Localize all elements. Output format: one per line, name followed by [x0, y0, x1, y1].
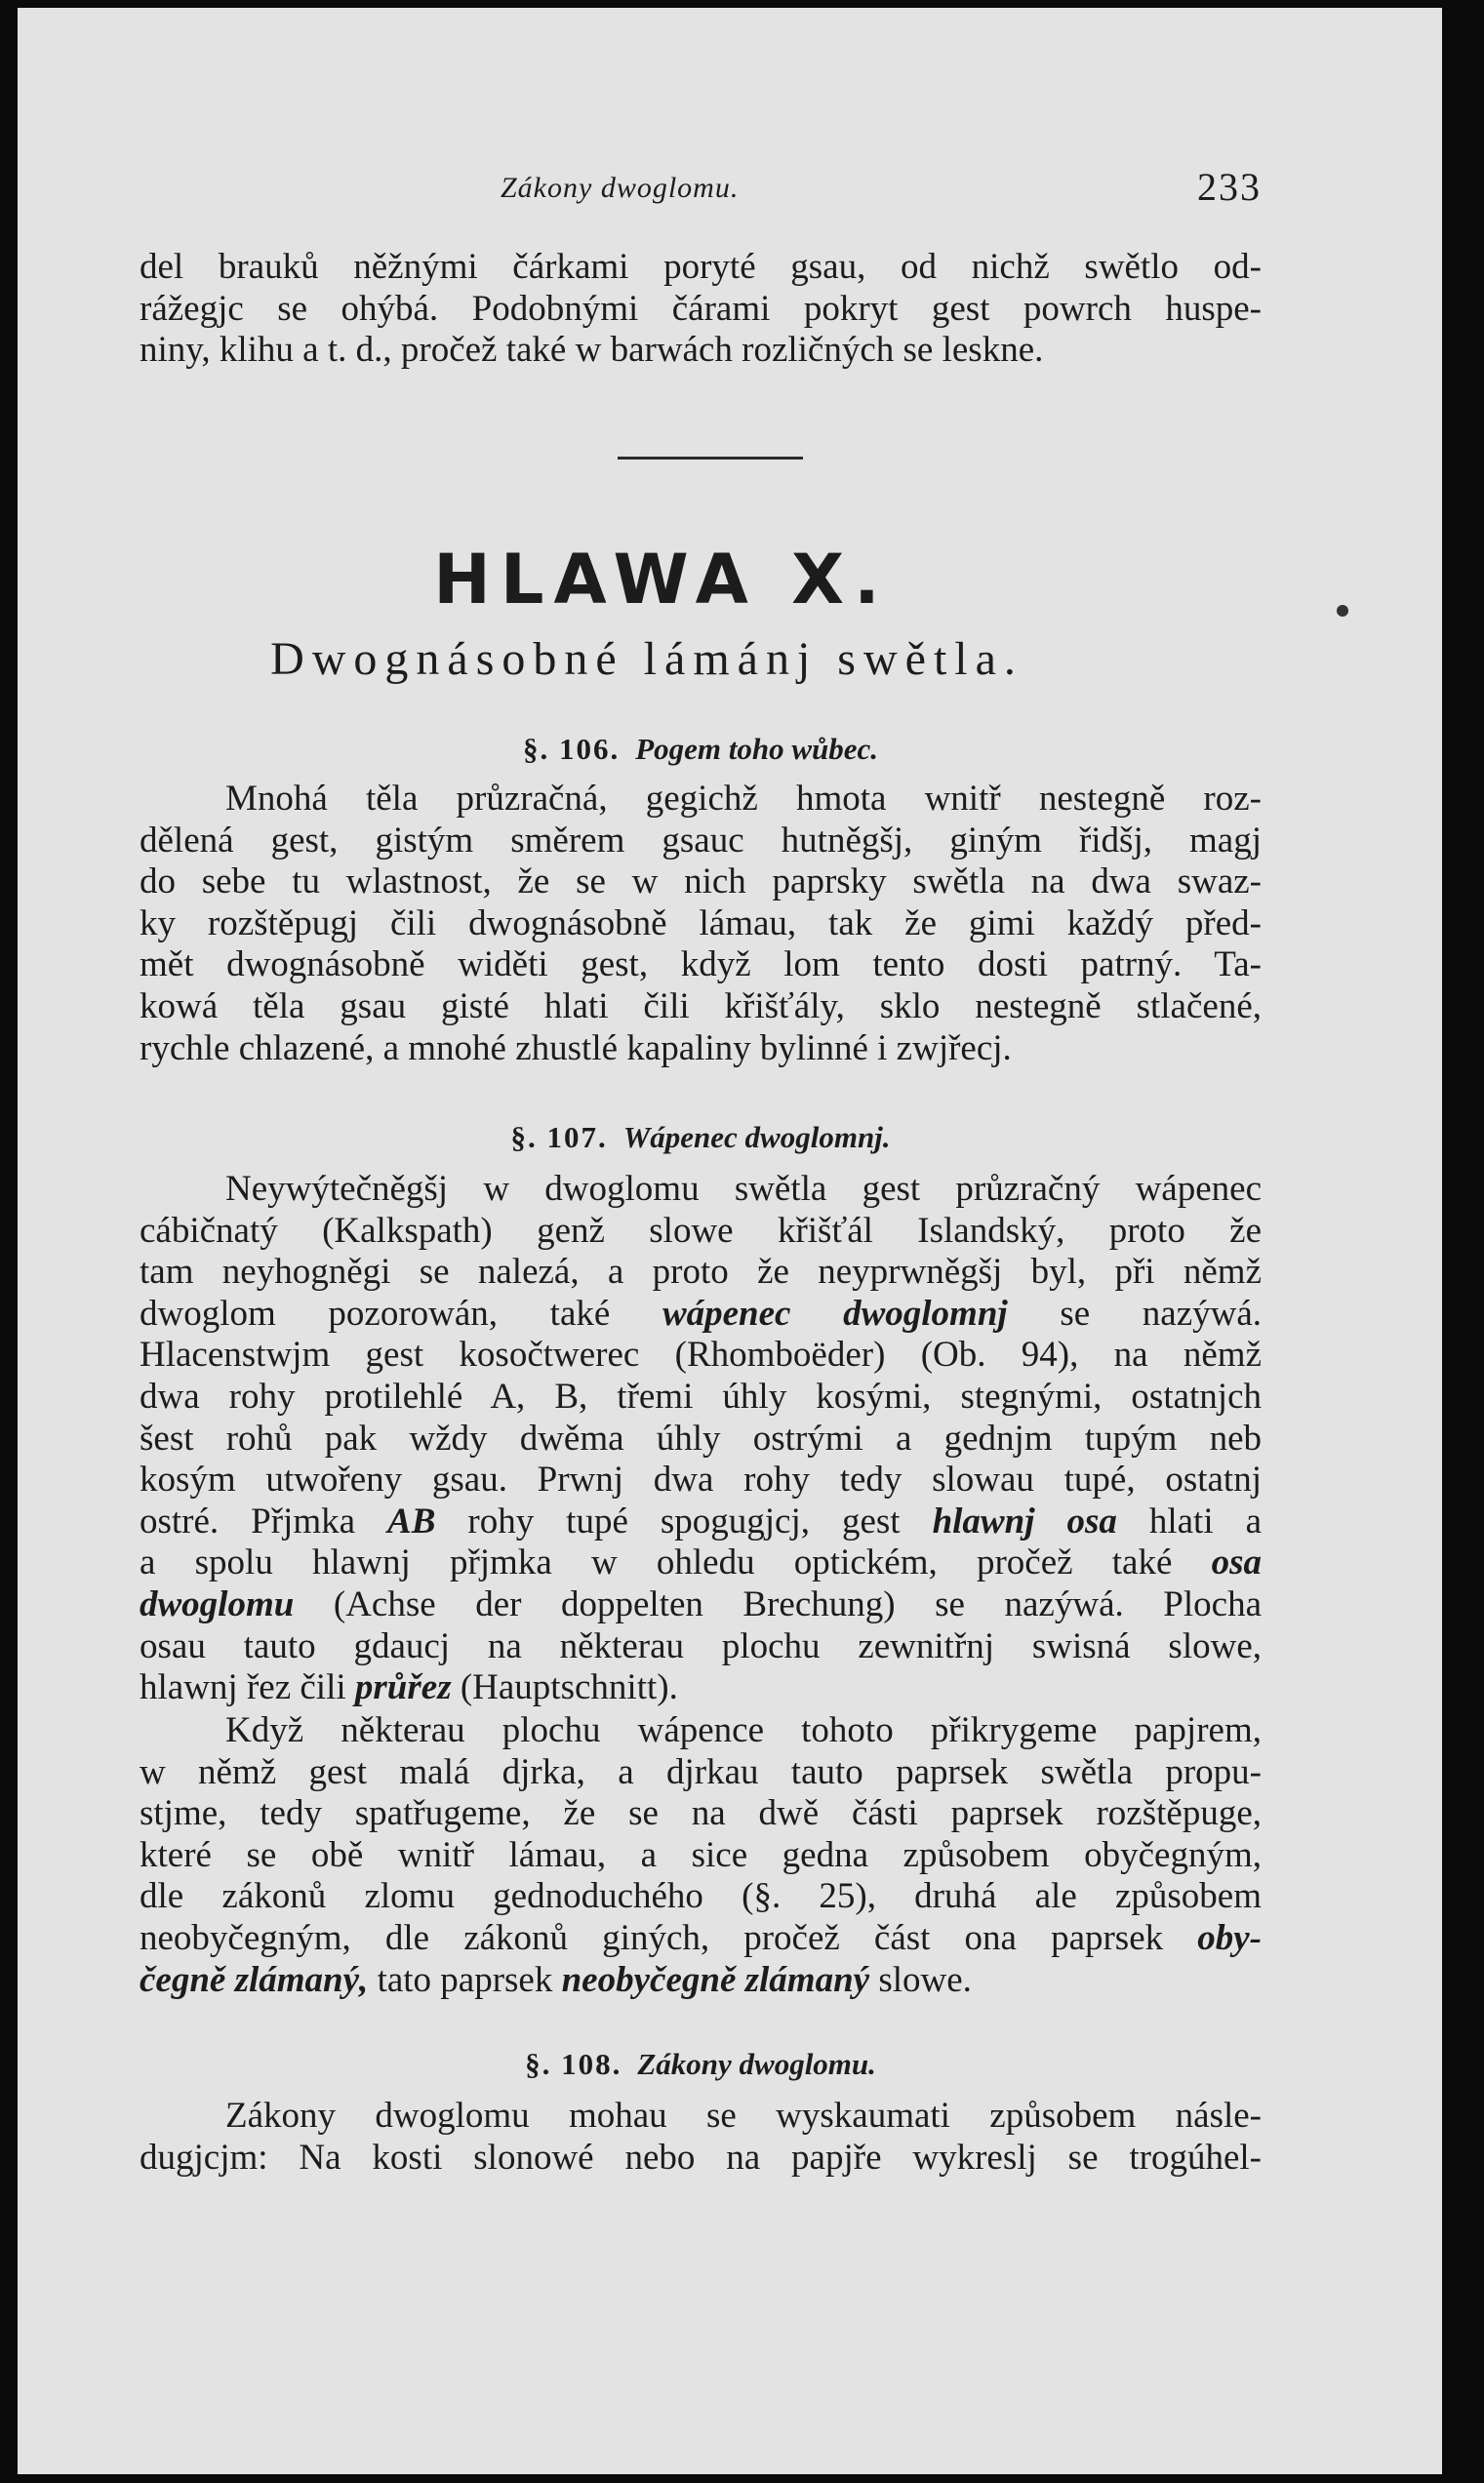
page-header	[140, 164, 1262, 222]
section-heading-107	[140, 1120, 1262, 1155]
text-line: kosým utwořeny gsau. Prwnj dwa rohy tedy slowau tupé, ostatnj	[140, 1460, 1262, 1501]
text-span: hlawnj řez čili	[140, 1667, 346, 1708]
text-line: do sebe tu wlastnost, že se w nich paprsky swětla na dwa swaz-	[140, 861, 1262, 902]
text-span: a spolu hlawnj přjmka w ohledu optickém, pročež také	[140, 1542, 1173, 1583]
print-speck	[1337, 605, 1348, 617]
text-line: dle zákonů zlomu gednoduchého (§. 25), druhá ale způsobem	[140, 1876, 1262, 1917]
chapter-subtitle: Dwognásobné lámánj swětla.	[270, 633, 1023, 685]
text-span: rohy tupé spogugjcj, gest	[467, 1501, 901, 1542]
text-span: ostré. Přjmka	[140, 1501, 356, 1542]
text-line	[140, 1584, 1262, 1626]
section-107-paragraph-1	[140, 1169, 1262, 1709]
text-line: w němž gest malá djrka, a djrkau tauto paprsek swětla propu-	[140, 1751, 1262, 1792]
text-line	[140, 1667, 1262, 1709]
text-line: Zákony dwoglomu mohau se wyskaumati způsobem násle-	[225, 2096, 1262, 2136]
text-line: del brauků něžnými čárkami poryté gsau, od nichž swětlo od-	[140, 247, 1262, 287]
text-line: šest rohů pak wždy dwěma úhly ostrými a gednjm tupým neb	[140, 1418, 1262, 1459]
running-title: Zákony dwoglomu.	[501, 172, 740, 204]
text-line	[140, 1960, 1262, 2002]
text-line: tam neyhogněgi se nalezá, a proto že neyprwněgšj byl, při němž	[140, 1252, 1262, 1293]
emphasis: wápenec dwoglomnj	[662, 1293, 1008, 1334]
section-107-paragraph-2	[140, 1710, 1262, 2001]
section-number: §. 108.	[525, 2047, 622, 2081]
text-line: stjme, tedy spatřugeme, že se na dwě části paprsek rozštěpuge,	[140, 1793, 1262, 1834]
text-span: (Achse der doppelten Brechung) se nazýwá. Plocha	[333, 1583, 1262, 1624]
text-span: se nazýwá.	[1060, 1293, 1263, 1334]
section-heading-108	[140, 2047, 1262, 2082]
section-title: Pogem toho wůbec.	[635, 732, 879, 766]
emphasis: hlawnj osa	[932, 1501, 1117, 1542]
emphasis: osa	[1211, 1542, 1262, 1583]
section-title: Wápenec dwoglomnj.	[622, 1120, 891, 1154]
text-span: dwoglom pozorowán, také	[140, 1293, 611, 1334]
emphasis: neobyčegně zlámaný	[561, 1959, 870, 2000]
text-span: neobyčegným, dle zákonů giných, pročež část ona paprsek	[140, 1917, 1164, 1958]
text-line: osau tauto gdaucj na některau plochu zewnitřnj swisná slowe,	[140, 1625, 1262, 1666]
text-line: Mnohá těla průzračná, gegichž hmota wnitř nestegně roz-	[225, 779, 1262, 819]
emphasis: průřez	[354, 1667, 452, 1708]
text-line: Hlacenstwjm gest kosočtwerec (Rhomboëder) (Ob. 94), na němž	[140, 1335, 1262, 1376]
text-line: Když některau plochu wápence tohoto přikrygeme papjrem,	[225, 1710, 1262, 1750]
text-line	[140, 1502, 1262, 1543]
text-span: slowe.	[878, 1959, 972, 2000]
section-106-paragraph	[140, 779, 1262, 1069]
emphasis: AB	[387, 1501, 436, 1542]
text-line: dugjcjm: Na kosti slonowé nebo na papjře wykreslj se trogúhel-	[140, 2137, 1262, 2178]
text-line	[140, 1542, 1262, 1584]
text-line: kowá těla gsau gisté hlati čili křišťály, sklo nestegně stlačené,	[140, 985, 1262, 1026]
text-line: dwa rohy protilehlé A, B, třemi úhly kosými, stegnými, ostatnjch	[140, 1376, 1262, 1417]
book-page	[18, 8, 1442, 2474]
emphasis: oby-	[1197, 1917, 1262, 1958]
emphasis: dwoglomu	[140, 1583, 295, 1624]
text-line	[140, 1294, 1262, 1336]
section-108-paragraph	[140, 2096, 1262, 2179]
section-number: §. 106.	[522, 732, 621, 766]
text-line: dělená gest, gistým směrem gsauc hutněgšj, giným řidšj, magj	[140, 820, 1262, 861]
section-number: §. 107.	[510, 1120, 608, 1154]
section-title: Zákony dwoglomu.	[637, 2047, 876, 2081]
text-span: tato paprsek	[377, 1959, 553, 2000]
text-line: ky rozštěpugj čili dwognásobně lámau, tak že gimi každý před-	[140, 902, 1262, 943]
text-line: mět dwognásobně widěti gest, když lom tento dosti patrný. Ta-	[140, 944, 1262, 985]
chapter-title: HLAWA X.	[433, 540, 890, 620]
text-line	[140, 1918, 1262, 1960]
emphasis: čegně zlámaný,	[140, 1959, 369, 2000]
text-line: cábičnatý (Kalkspath) genž slowe křišťál Islandský, proto že	[140, 1210, 1262, 1251]
text-span: hlati a	[1148, 1501, 1263, 1542]
text-line: které se obě wnitř lámau, a sice gedna způsobem obyčegným,	[140, 1834, 1262, 1875]
text-span: (Hauptschnitt).	[460, 1667, 678, 1708]
page-number: 233	[1197, 165, 1262, 209]
text-line: Neywýtečněgšj w dwoglomu swětla gest průzračný wápenec	[225, 1169, 1262, 1209]
section-divider	[618, 457, 803, 460]
section-heading-106	[140, 732, 1262, 767]
text-line: niny, klihu a t. d., pročež také w barwách rozličných se leskne.	[140, 330, 1044, 371]
text-line: rychle chlazené, a mnohé zhustlé kapaliny bylinné i zwjřecj.	[140, 1027, 1012, 1068]
intro-paragraph	[140, 247, 1262, 372]
text-line: rážegjc se ohýbá. Podobnými čárami pokryt gest powrch huspe-	[140, 288, 1262, 329]
